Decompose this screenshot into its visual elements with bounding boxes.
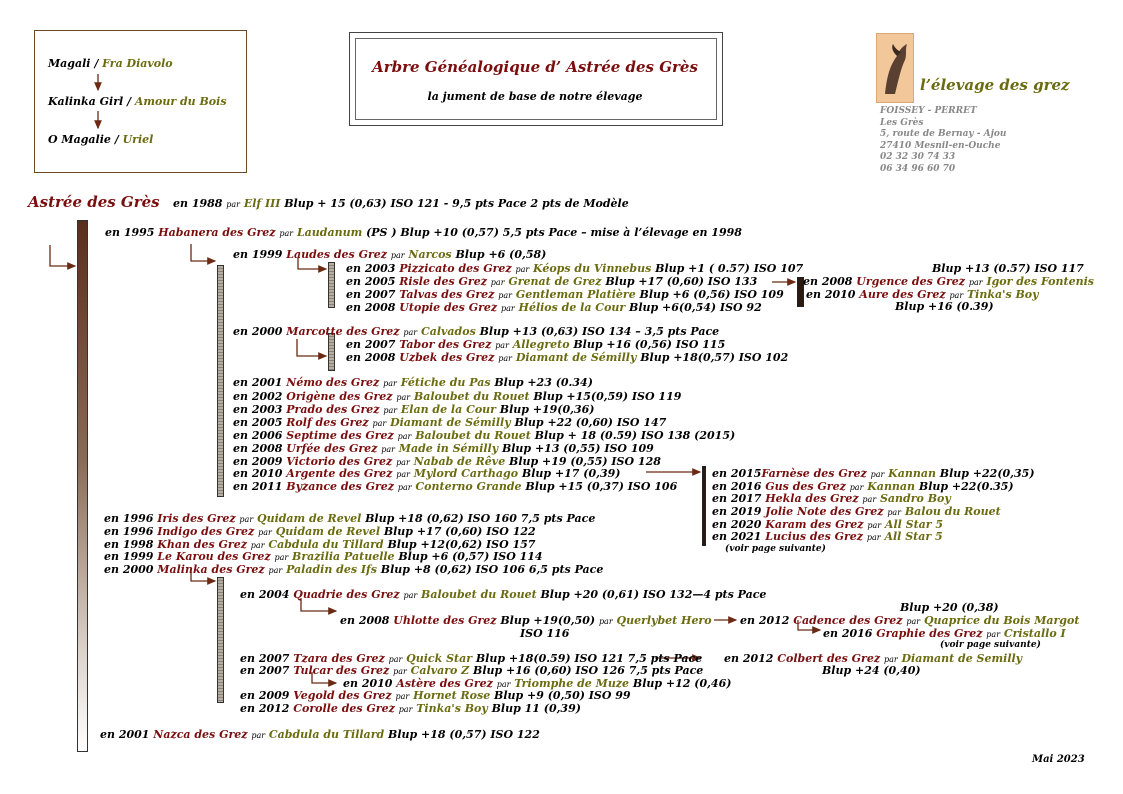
entry-lucius: en 2021 Lucius des Grez par All Star 5 (712, 530, 943, 543)
entry-rolf: en 2005 Rolf des Grez par Diamant de Sémilly Blup +22 (0,60) ISO 147 (233, 416, 667, 429)
entry-corolle: en 2012 Corolle des Grez par Tinka's Boy Blup 11 (0,39) (240, 702, 581, 715)
entry-vegold: en 2009 Vegold des Grez par Hornet Rose Blup +9 (0,50) ISO 99 (240, 689, 631, 702)
entry-septime: en 2006 Septime des Grez par Baloubet du Rouet Blup + 18 (0.59) ISO 138 (2015) (233, 429, 736, 442)
entry-aure: en 2010 Aure des Grez par Tinka's Boy (806, 288, 1039, 301)
uhlotte-iso: ISO 116 (520, 627, 570, 640)
entry-graphie: en 2016 Graphie des Grez par Cristallo I (823, 627, 1066, 640)
entry-nazca: en 2001 Nazca des Grez par Cabdula du Tillard Blup +18 (0,57) ISO 122 (100, 728, 540, 741)
voir-page-suivante-1: (voir page suivante) (725, 544, 826, 554)
entry-quadrie: en 2004 Quadrie des Grez par Baloubet du Rouet Blup +20 (0,61) ISO 132—4 pts Pace (240, 588, 767, 601)
entry-nemo: en 2001 Némo des Grez par Fétiche du Pas Blup +23 (0.34) (233, 376, 593, 389)
entry-colbert: en 2012 Colbert des Grez par Diamant de Semilly (724, 652, 1023, 665)
entry-hekla: en 2017 Hekla des Grez par Sandro Boy (712, 492, 951, 505)
pedigree-sire: Uriel (122, 133, 154, 146)
pedigree-row-2: Kalinka Girl / Amour du Bois (48, 95, 227, 108)
pedigree-sire: Amour du Bois (134, 95, 227, 108)
entry-prado: en 2003 Prado des Grez par Elan de la Cour Blup +19(0,36) (233, 403, 595, 416)
entry-astere: en 2010 Astère des Grez par Triomphe de Muze Blup +12 (0,46) (343, 677, 732, 690)
pedigree-dam: Magali (48, 57, 91, 70)
entry-le-karou: en 1999 Le Karou des Grez par Brazilia Patuelle Blup +6 (0,57) ISO 114 (104, 550, 543, 563)
entry-argente: en 2010 Argente des Grez par Mylord Carthago Blup +17 (0,39) (233, 467, 621, 480)
entry-pizzicato: en 2003 Pizzicato des Grez par Kéops du Vinnebus Blup +1 ( 0.57) ISO 107 (346, 262, 804, 275)
entry-marcotte: en 2000 Marcotte des Grez par Calvados Blup +13 (0,63) ISO 134 – 3,5 pts Pace (233, 325, 720, 338)
entry-iris: en 1996 Iris des Grez par Quidam de Revel Blup +18 (0,62) ISO 160 7,5 pts Pace (104, 512, 596, 525)
entry-urfee: en 2008 Urfée des Grez par Made in Sémilly Blup +13 (0,55) ISO 109 (233, 442, 654, 455)
entry-indigo: en 1996 Indigo des Grez par Quidam de Revel Blup +17 (0,60) ISO 122 (104, 525, 536, 538)
entry-tabor: en 2007 Tabor des Grez par Allegreto Blup +16 (0,56) ISO 115 (346, 338, 726, 351)
entry-risle: en 2005 Risle des Grez par Grenat de Grez Blup +17 (0,60) ISO 133 (346, 275, 758, 288)
entry-karam: en 2020 Karam des Grez par All Star 5 (712, 518, 944, 531)
entry-farnese: en 2015Farnèse des Grez par Kannan Blup +22(0,35) (712, 467, 1035, 480)
pedigree-row-1: Magali / Fra Diavolo (48, 57, 173, 70)
footer-date: Mai 2023 (1032, 754, 1085, 765)
elevage-name: l’élevage des grez (920, 76, 1070, 94)
colbert-blup: Blup +24 (0,40) (822, 664, 921, 677)
entry-uhlotte: en 2008 Uhlotte des Grez Blup +19(0,50) par Querlybet Hero (340, 614, 712, 627)
elevage-address: FOISSEY - PERRET Les Grès 5, route de Bernay - Ajou 27410 Mesnil-en-Ouche 02 32 30 74 33 06 34 96 60 70 (880, 106, 1007, 174)
entry-byzance: en 2011 Byzance des Grez par Conterno Grande Blup +15 (0,37) ISO 106 (233, 480, 678, 493)
entry-khan: en 1998 Khan des Grez par Cabdula du Tillard Blup +12(0,62) ISO 157 (104, 538, 536, 551)
entry-origene: en 2002 Origène des Grez par Baloubet du Rouet Blup +15(0,59) ISO 119 (233, 390, 682, 403)
entry-urgence: en 2008 Urgence des Grez par Igor des Fontenis (803, 275, 1094, 288)
pedigree-sire: Fra Diavolo (102, 57, 173, 70)
entry-talvas: en 2007 Talvas des Grez par Gentleman Platière Blup +6 (0,56) ISO 109 (346, 288, 784, 301)
urgence-blup: Blup +13 (0.57) ISO 117 (932, 262, 1084, 275)
page-subtitle: la jument de base de notre élevage (427, 90, 643, 103)
entry-victorio: en 2009 Victorio des Grez par Nabab de Rêve Blup +19 (0,55) ISO 128 (233, 455, 661, 468)
entry-gus: en 2016 Gus des Grez par Kannan Blup +22(0.35) (712, 480, 1014, 493)
pedigree-dam: Kalinka Girl (48, 95, 124, 108)
entry-uzbek: en 2008 Uzbek des Grez par Diamant de Sémilly Blup +18(0,57) ISO 102 (346, 351, 789, 364)
entry-utopie: en 2008 Utopie des Grez par Hélios de la Cour Blup +6(0,54) ISO 92 (346, 301, 762, 314)
page-title: Arbre Généalogique d’ Astrée des Grès (372, 58, 698, 76)
aure-blup: Blup +16 (0.39) (895, 300, 994, 313)
entry-malinka: en 2000 Malinka des Grez par Paladin des Ifs Blup +8 (0,62) ISO 106 6,5 pts Pace (104, 563, 604, 576)
entry-cadence: en 2012 Cadence des Grez par Quaprice du Bois Margot (740, 614, 1080, 627)
voir-page-suivante-2: (voir page suivante) (940, 640, 1041, 650)
entry-laudes: en 1999 Laudes des Grez par Narcos Blup +6 (0,58) (233, 248, 547, 261)
pedigree-dam: O Magalie (48, 133, 111, 146)
cadence-blup: Blup +20 (0,38) (900, 601, 999, 614)
entry-jolie-note: en 2019 Jolie Note des Grez par Balou du Rouet (712, 505, 1001, 518)
entry-tulcar: en 2007 Tulcar des Grez par Calvaro Z Blup +16 (0,60) ISO 126 7,5 pts Pace (240, 664, 704, 677)
entry-tzara: en 2007 Tzara des Grez par Quick Star Blup +18(0.59) ISO 121 7,5 pts Pace (240, 652, 703, 665)
root-mare-name: Astrée des Grès (28, 193, 160, 211)
pedigree-row-3: O Magalie / Uriel (48, 133, 154, 146)
entry-habanera: en 1995 Habanera des Grez par Laudanum (PS ) Blup +10 (0,57) 5,5 pts Pace – mise à l’élevage en 1998 (105, 226, 742, 239)
root-mare-info: en 1988 par Elf III Blup + 15 (0,63) ISO 121 - 9,5 pts Pace 2 pts de Modèle (173, 197, 629, 210)
